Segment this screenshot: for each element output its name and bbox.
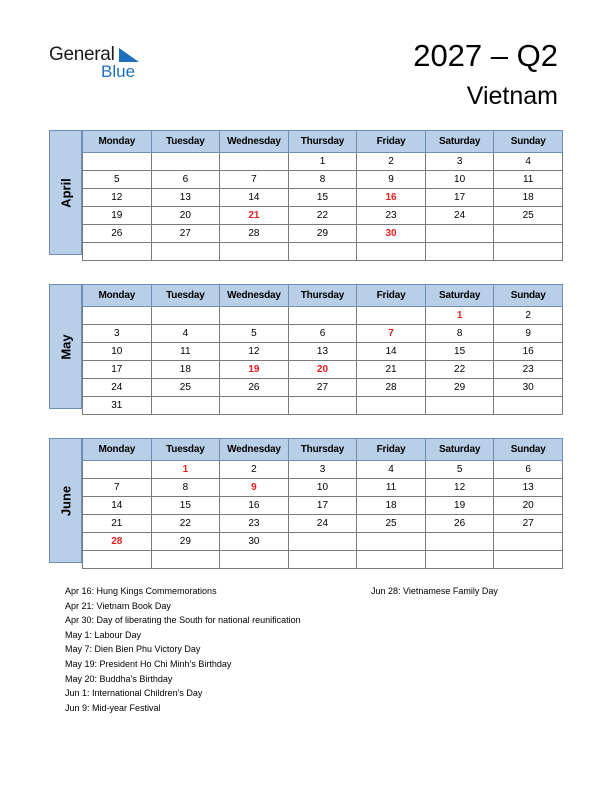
day-cell — [288, 551, 357, 569]
weekday-header: Sunday — [494, 285, 563, 307]
day-cell: 4 — [494, 153, 563, 171]
weekday-header: Friday — [357, 439, 426, 461]
day-cell: 4 — [151, 325, 220, 343]
day-cell: 1 — [288, 153, 357, 171]
weekday-header: Sunday — [494, 131, 563, 153]
day-cell: 22 — [288, 207, 357, 225]
day-cell: 10 — [83, 343, 152, 361]
weekday-header: Tuesday — [151, 285, 220, 307]
day-cell: 23 — [357, 207, 426, 225]
day-cell: 18 — [494, 189, 563, 207]
week-row — [83, 153, 563, 171]
logo-text-blue: Blue — [101, 62, 136, 81]
week-row — [83, 307, 563, 325]
day-cell: 16 — [220, 497, 289, 515]
day-cell — [151, 153, 220, 171]
day-cell: 1 — [425, 307, 494, 325]
day-cell: 27 — [151, 225, 220, 243]
day-cell: 10 — [425, 171, 494, 189]
week-row — [83, 479, 563, 497]
day-cell — [288, 307, 357, 325]
day-cell: 25 — [494, 207, 563, 225]
weekday-header: Thursday — [288, 439, 357, 461]
day-cell: 31 — [83, 397, 152, 415]
day-cell: 14 — [220, 189, 289, 207]
brand-logo — [49, 44, 159, 84]
day-cell: 7 — [83, 479, 152, 497]
day-cell: 10 — [288, 479, 357, 497]
day-cell: 14 — [83, 497, 152, 515]
day-cell: 11 — [357, 479, 426, 497]
day-cell — [83, 153, 152, 171]
day-cell: 7 — [220, 171, 289, 189]
weekday-header-row — [83, 285, 563, 307]
week-row — [83, 533, 563, 551]
day-cell: 14 — [357, 343, 426, 361]
holiday-note: Apr 30: Day of liberating the South for national reunification — [65, 615, 301, 626]
day-cell: 20 — [288, 361, 357, 379]
day-cell: 15 — [288, 189, 357, 207]
day-cell: 23 — [494, 361, 563, 379]
month-name: April — [58, 177, 73, 208]
day-cell: 2 — [494, 307, 563, 325]
month-block-may — [49, 284, 563, 409]
day-cell: 2 — [220, 461, 289, 479]
day-cell: 13 — [494, 479, 563, 497]
day-cell: 24 — [288, 515, 357, 533]
logo-text-general: General — [49, 44, 115, 65]
day-cell — [425, 533, 494, 551]
day-cell: 27 — [494, 515, 563, 533]
weekday-header: Friday — [357, 131, 426, 153]
day-cell: 15 — [151, 497, 220, 515]
day-cell: 11 — [151, 343, 220, 361]
weekday-header: Wednesday — [220, 439, 289, 461]
day-cell — [357, 243, 426, 261]
day-cell: 24 — [425, 207, 494, 225]
day-cell: 15 — [425, 343, 494, 361]
day-cell — [220, 153, 289, 171]
holiday-note: Jun 9: Mid-year Festival — [65, 702, 161, 713]
day-cell: 1 — [151, 461, 220, 479]
day-cell — [425, 225, 494, 243]
week-row — [83, 325, 563, 343]
day-cell: 8 — [288, 171, 357, 189]
day-cell: 17 — [425, 189, 494, 207]
month-label — [49, 438, 82, 563]
day-cell: 19 — [83, 207, 152, 225]
day-cell: 12 — [220, 343, 289, 361]
month-name: June — [58, 485, 73, 516]
day-cell: 18 — [357, 497, 426, 515]
day-cell — [220, 243, 289, 261]
week-row — [83, 379, 563, 397]
week-row — [83, 243, 563, 261]
day-cell: 28 — [83, 533, 152, 551]
day-cell: 3 — [83, 325, 152, 343]
day-cell — [357, 397, 426, 415]
month-block-april — [49, 130, 563, 255]
weekday-header: Monday — [83, 285, 152, 307]
week-row — [83, 497, 563, 515]
day-cell: 25 — [357, 515, 426, 533]
day-cell: 17 — [83, 361, 152, 379]
day-cell — [357, 551, 426, 569]
weekday-header: Tuesday — [151, 439, 220, 461]
day-cell: 29 — [425, 379, 494, 397]
holiday-note: May 7: Dien Bien Phu Victory Day — [65, 644, 201, 655]
week-row — [83, 189, 563, 207]
calendar-table — [82, 284, 563, 415]
day-cell: 18 — [151, 361, 220, 379]
day-cell: 23 — [220, 515, 289, 533]
day-cell: 20 — [494, 497, 563, 515]
day-cell — [357, 307, 426, 325]
day-cell: 21 — [83, 515, 152, 533]
day-cell: 16 — [494, 343, 563, 361]
week-row — [83, 225, 563, 243]
day-cell — [288, 397, 357, 415]
day-cell: 17 — [288, 497, 357, 515]
day-cell: 7 — [357, 325, 426, 343]
holiday-note: Jun 1: International Children’s Day — [65, 688, 203, 699]
day-cell — [83, 307, 152, 325]
month-label — [49, 130, 82, 255]
holiday-note: Apr 16: Hung Kings Commemorations — [65, 586, 217, 596]
day-cell: 5 — [220, 325, 289, 343]
week-row — [83, 397, 563, 415]
day-cell — [494, 225, 563, 243]
weekday-header: Monday — [83, 131, 152, 153]
week-row — [83, 207, 563, 225]
day-cell: 11 — [494, 171, 563, 189]
weekday-header: Saturday — [425, 285, 494, 307]
day-cell: 30 — [357, 225, 426, 243]
day-cell: 29 — [151, 533, 220, 551]
weekday-header: Wednesday — [220, 131, 289, 153]
day-cell — [425, 551, 494, 569]
month-label — [49, 284, 82, 409]
day-cell: 27 — [288, 379, 357, 397]
day-cell: 28 — [220, 225, 289, 243]
day-cell — [494, 243, 563, 261]
day-cell — [151, 307, 220, 325]
day-cell — [220, 397, 289, 415]
holiday-note: Apr 21: Vietnam Book Day — [65, 600, 171, 611]
page-title: 2027 – Q2 — [413, 38, 558, 73]
week-row — [83, 515, 563, 533]
day-cell: 9 — [357, 171, 426, 189]
weekday-header: Monday — [83, 439, 152, 461]
day-cell: 22 — [151, 515, 220, 533]
day-cell: 12 — [425, 479, 494, 497]
holiday-note: May 20: Buddha’s Birthday — [65, 673, 173, 684]
day-cell: 3 — [288, 461, 357, 479]
day-cell — [83, 243, 152, 261]
day-cell: 30 — [220, 533, 289, 551]
week-row — [83, 461, 563, 479]
day-cell: 2 — [357, 153, 426, 171]
weekday-header-row — [83, 439, 563, 461]
month-name: May — [58, 333, 73, 360]
day-cell: 13 — [288, 343, 357, 361]
country-name: Vietnam — [466, 82, 558, 110]
day-cell: 24 — [83, 379, 152, 397]
day-cell — [83, 551, 152, 569]
holiday-note: Jun 28: Vietnamese Family Day — [371, 586, 498, 596]
weekday-header: Thursday — [288, 131, 357, 153]
day-cell: 6 — [288, 325, 357, 343]
day-cell — [83, 461, 152, 479]
holiday-note: May 19: President Ho Chi Minh’s Birthday — [65, 658, 232, 669]
day-cell: 9 — [220, 479, 289, 497]
month-block-june — [49, 438, 563, 563]
day-cell: 13 — [151, 189, 220, 207]
day-cell: 26 — [220, 379, 289, 397]
weekday-header-row — [83, 131, 563, 153]
week-row — [83, 343, 563, 361]
holiday-note: May 1: Labour Day — [65, 629, 142, 640]
day-cell: 3 — [425, 153, 494, 171]
day-cell — [288, 243, 357, 261]
day-cell: 5 — [425, 461, 494, 479]
weekday-header: Thursday — [288, 285, 357, 307]
day-cell: 4 — [357, 461, 426, 479]
day-cell: 25 — [151, 379, 220, 397]
day-cell: 19 — [425, 497, 494, 515]
day-cell — [357, 533, 426, 551]
weekday-header: Friday — [357, 285, 426, 307]
day-cell: 6 — [494, 461, 563, 479]
weekday-header: Tuesday — [151, 131, 220, 153]
day-cell — [494, 533, 563, 551]
day-cell: 28 — [357, 379, 426, 397]
day-cell: 9 — [494, 325, 563, 343]
day-cell: 26 — [425, 515, 494, 533]
day-cell — [494, 397, 563, 415]
day-cell — [494, 551, 563, 569]
day-cell: 26 — [83, 225, 152, 243]
day-cell — [425, 397, 494, 415]
calendar-table — [82, 130, 563, 261]
weekday-header: Saturday — [425, 439, 494, 461]
day-cell: 22 — [425, 361, 494, 379]
weekday-header: Wednesday — [220, 285, 289, 307]
day-cell — [151, 551, 220, 569]
holiday-notes — [65, 584, 301, 715]
day-cell — [151, 243, 220, 261]
day-cell — [220, 307, 289, 325]
day-cell: 12 — [83, 189, 152, 207]
day-cell: 8 — [425, 325, 494, 343]
weekday-header: Sunday — [494, 439, 563, 461]
day-cell: 30 — [494, 379, 563, 397]
day-cell: 8 — [151, 479, 220, 497]
day-cell — [151, 397, 220, 415]
day-cell: 19 — [220, 361, 289, 379]
day-cell — [288, 533, 357, 551]
calendar-table — [82, 438, 563, 569]
week-row — [83, 551, 563, 569]
weekday-header: Saturday — [425, 131, 494, 153]
day-cell: 16 — [357, 189, 426, 207]
day-cell: 21 — [220, 207, 289, 225]
day-cell: 5 — [83, 171, 152, 189]
day-cell — [425, 243, 494, 261]
day-cell — [220, 551, 289, 569]
week-row — [83, 171, 563, 189]
holiday-notes-secondary — [371, 584, 498, 599]
day-cell: 29 — [288, 225, 357, 243]
week-row — [83, 361, 563, 379]
day-cell: 6 — [151, 171, 220, 189]
day-cell: 21 — [357, 361, 426, 379]
day-cell: 20 — [151, 207, 220, 225]
